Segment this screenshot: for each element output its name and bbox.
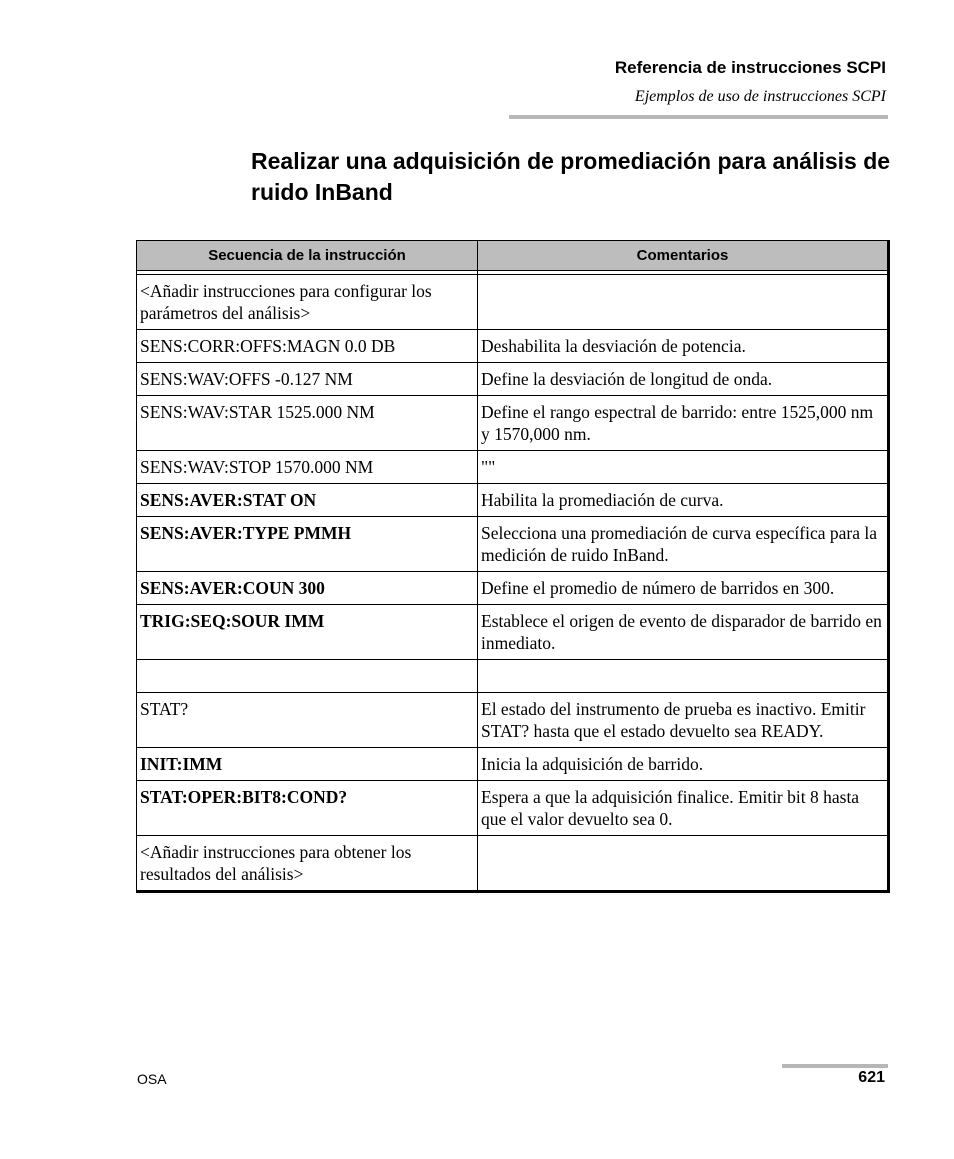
table-row — [137, 693, 889, 748]
table-row — [137, 484, 889, 517]
instruction-cell: TRIG:SEQ:SOUR IMM — [137, 605, 478, 660]
instruction-cell: SENS:WAV:STAR 1525.000 NM — [137, 396, 478, 451]
comment-cell — [478, 275, 889, 330]
instruction-cell — [137, 660, 478, 693]
instruction-cell: SENS:AVER:STAT ON — [137, 484, 478, 517]
instruction-cell: <Añadir instrucciones para obtener los resultados del análisis> — [137, 836, 478, 892]
table-row — [137, 605, 889, 660]
comment-cell: Inicia la adquisición de barrido. — [478, 748, 889, 781]
table-row — [137, 572, 889, 605]
table-row — [137, 836, 889, 892]
footer-rule — [782, 1064, 888, 1068]
comment-cell: Habilita la promediación de curva. — [478, 484, 889, 517]
page-number: 621 — [858, 1069, 885, 1086]
table-row — [137, 363, 889, 396]
comment-cell: El estado del instrumento de prueba es inactivo. Emitir STAT? hasta que el estado devuelto sea READY. — [478, 693, 889, 748]
column-header-instruction: Secuencia de la instrucción — [137, 241, 478, 271]
instruction-cell: STAT:OPER:BIT8:COND? — [137, 781, 478, 836]
instruction-cell: SENS:CORR:OFFS:MAGN 0.0 DB — [137, 330, 478, 363]
comment-cell — [478, 836, 889, 892]
table-row — [137, 275, 889, 330]
running-header-subtitle: Ejemplos de uso de instrucciones SCPI — [634, 88, 886, 105]
running-header-title: Referencia de instrucciones SCPI — [614, 58, 886, 77]
comment-cell: "" — [478, 451, 889, 484]
header-rule — [509, 115, 888, 119]
instruction-cell: <Añadir instrucciones para configurar los parámetros del análisis> — [137, 275, 478, 330]
table-row — [137, 330, 889, 363]
instruction-cell: SENS:WAV:STOP 1570.000 NM — [137, 451, 478, 484]
comment-cell: Espera a que la adquisición finalice. Emitir bit 8 hasta que el valor devuelto sea 0. — [478, 781, 889, 836]
comment-cell: Define la desviación de longitud de onda. — [478, 363, 889, 396]
column-header-comments: Comentarios — [478, 241, 889, 271]
instruction-cell: STAT? — [137, 693, 478, 748]
comment-cell: Establece el origen de evento de disparador de barrido en inmediato. — [478, 605, 889, 660]
comment-cell: Define el rango espectral de barrido: entre 1525,000 nm y 1570,000 nm. — [478, 396, 889, 451]
instruction-cell: SENS:AVER:TYPE PMMH — [137, 517, 478, 572]
comment-cell: Define el promedio de número de barridos en 300. — [478, 572, 889, 605]
instruction-cell: INIT:IMM — [137, 748, 478, 781]
table-row — [137, 517, 889, 572]
instruction-cell: SENS:AVER:COUN 300 — [137, 572, 478, 605]
table-row — [137, 451, 889, 484]
comment-cell: Deshabilita la desviación de potencia. — [478, 330, 889, 363]
comment-cell: Selecciona una promediación de curva específica para la medición de ruido InBand. — [478, 517, 889, 572]
table-row — [137, 396, 889, 451]
comment-cell — [478, 660, 889, 693]
scpi-table — [136, 240, 890, 893]
table-row — [137, 781, 889, 836]
table-header-row — [137, 241, 889, 271]
footer-product: OSA — [137, 1071, 167, 1087]
instruction-cell: SENS:WAV:OFFS -0.127 NM — [137, 363, 478, 396]
table-row — [137, 660, 889, 693]
section-title: Realizar una adquisición de promediación para análisis de ruido InBand — [251, 148, 891, 205]
table-row — [137, 748, 889, 781]
